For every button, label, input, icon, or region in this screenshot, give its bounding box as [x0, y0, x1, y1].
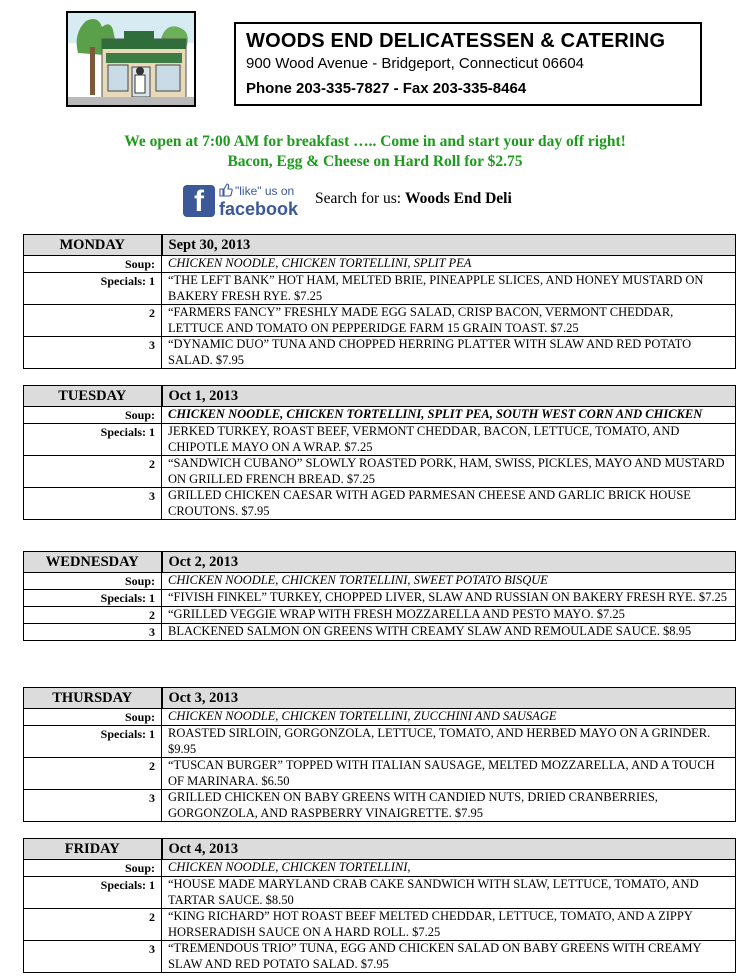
soup-label: Soup: [24, 860, 162, 877]
special-row [24, 488, 736, 520]
special-text: “FARMERS FANCY” FRESHLY MADE EGG SALAD, CRISP BACON, VERMONT CHEDDAR, LETTUCE AND TOMATO ON PEPPERIDGE FARM 15 GRAIN TOAST. $7.25 [162, 305, 736, 337]
special-row [24, 909, 736, 941]
special-row [24, 424, 736, 456]
soup-text: CHICKEN NOODLE, CHICKEN TORTELLINI, SPLIT PEA [162, 256, 736, 273]
day-name: THURSDAY [24, 688, 162, 709]
day-header-row [24, 552, 736, 573]
special-number: 2 [24, 305, 162, 337]
soup-text: CHICKEN NOODLE, CHICKEN TORTELLINI, SWEET POTATO BISQUE [162, 573, 736, 590]
special-number: 3 [24, 941, 162, 973]
search-label: Search for us: [315, 190, 402, 207]
soup-label: Soup: [24, 709, 162, 726]
menu-table-monday [23, 234, 736, 369]
menu-table-thursday [23, 687, 736, 822]
business-name: WOODS END DELICATESSEN & CATERING [246, 30, 666, 52]
special-number: 3 [24, 488, 162, 520]
soup-row [24, 573, 736, 590]
special-text: “THE LEFT BANK” HOT HAM, MELTED BRIE, PINEAPPLE SLICES, AND HONEY MUSTARD ON BAKERY FRESH RYE. $7.25 [162, 273, 736, 305]
search-note [315, 190, 512, 208]
special-number: Specials: 1 [24, 877, 162, 909]
special-text: “DYNAMIC DUO” TUNA AND CHOPPED HERRING PLATTER WITH SLAW AND RED POTATO SALAD. $7.95 [162, 337, 736, 369]
search-name: Woods End Deli [404, 190, 512, 207]
day-date: Oct 4, 2013 [162, 839, 736, 860]
promo-line-2: Bacon, Egg & Cheese on Hard Roll for $2.75 [227, 153, 523, 170]
special-number: 3 [24, 337, 162, 369]
day-header-row [24, 839, 736, 860]
special-number: Specials: 1 [24, 273, 162, 305]
special-row [24, 758, 736, 790]
special-number: Specials: 1 [24, 726, 162, 758]
special-text: ROASTED SIRLOIN, GORGONZOLA, LETTUCE, TOMATO, AND HERBED MAYO ON A GRINDER. $9.95 [162, 726, 736, 758]
soup-row [24, 256, 736, 273]
menu-table-tuesday [23, 385, 736, 520]
special-row [24, 456, 736, 488]
promo-line-1: We open at 7:00 AM for breakfast ….. Come in and start your day off right! [124, 133, 626, 150]
header-box [234, 22, 702, 106]
business-address: 900 Wood Avenue - Bridgeport, Connecticut 06604 [246, 55, 585, 72]
facebook-like-text: "like" us on [235, 184, 295, 198]
special-number: 3 [24, 790, 162, 822]
special-row [24, 877, 736, 909]
special-number: Specials: 1 [24, 590, 162, 607]
special-number: 2 [24, 456, 162, 488]
special-text: “FIVISH FINKEL” TURKEY, CHOPPED LIVER, SLAW AND RUSSIAN ON BAKERY FRESH RYE. $7.25 [162, 590, 736, 607]
business-phone: Phone 203-335-7827 - Fax 203-335-8464 [246, 80, 527, 97]
facebook-icon: f [183, 185, 215, 217]
special-row [24, 607, 736, 624]
storefront-illustration [68, 13, 194, 105]
soup-text: CHICKEN NOODLE, CHICKEN TORTELLINI, [162, 860, 736, 877]
special-text: “KING RICHARD” HOT ROAST BEEF MELTED CHEDDAR, LETTUCE, TOMATO, AND A ZIPPY HORSERADISH SAUCE ON A HARD ROLL. $7.25 [162, 909, 736, 941]
special-text: GRILLED CHICKEN CAESAR WITH AGED PARMESAN CHEESE AND GARLIC BRICK HOUSE CROUTONS. $7.95 [162, 488, 736, 520]
day-header-row [24, 235, 736, 256]
special-text: JERKED TURKEY, ROAST BEEF, VERMONT CHEDDAR, BACON, LETTUCE, TOMATO, AND CHIPOTLE MAYO ON A WRAP. $7.25 [162, 424, 736, 456]
special-row [24, 305, 736, 337]
day-date: Oct 2, 2013 [162, 552, 736, 573]
special-text: BLACKENED SALMON ON GREENS WITH CREAMY SLAW AND REMOULADE SAUCE. $8.95 [162, 624, 736, 641]
special-row [24, 273, 736, 305]
special-number: 2 [24, 909, 162, 941]
day-date: Oct 3, 2013 [162, 688, 736, 709]
day-name: TUESDAY [24, 386, 162, 407]
soup-label: Soup: [24, 256, 162, 273]
special-text: “TUSCAN BURGER” TOPPED WITH ITALIAN SAUSAGE, MELTED MOZZARELLA, AND A TOUCH OF MARINARA. $6.50 [162, 758, 736, 790]
special-text: “SANDWICH CUBANO” SLOWLY ROASTED PORK, HAM, SWISS, PICKLES, MAYO AND MUSTARD ON GRILLED FRENCH BREAD. $7.25 [162, 456, 736, 488]
soup-text: CHICKEN NOODLE, CHICKEN TORTELLINI, ZUCCHINI AND SAUSAGE [162, 709, 736, 726]
soup-label: Soup: [24, 407, 162, 424]
special-text: “TREMENDOUS TRIO” TUNA, EGG AND CHICKEN SALAD ON BABY GREENS WITH CREAMY SLAW AND RED POTATO SALAD. $7.95 [162, 941, 736, 973]
special-row [24, 590, 736, 607]
storefront-logo [66, 11, 196, 107]
soup-row [24, 407, 736, 424]
day-name: FRIDAY [24, 839, 162, 860]
special-text: “GRILLED VEGGIE WRAP WITH FRESH MOZZARELLA AND PESTO MAYO. $7.25 [162, 607, 736, 624]
special-row [24, 624, 736, 641]
menu-table-wednesday [23, 551, 736, 641]
special-row [24, 726, 736, 758]
day-date: Sept 30, 2013 [162, 235, 736, 256]
soup-label: Soup: [24, 573, 162, 590]
day-header-row [24, 688, 736, 709]
soup-row [24, 860, 736, 877]
special-number: 2 [24, 758, 162, 790]
special-row [24, 790, 736, 822]
day-date: Oct 1, 2013 [162, 386, 736, 407]
day-header-row [24, 386, 736, 407]
special-number: 3 [24, 624, 162, 641]
special-text: GRILLED CHICKEN ON BABY GREENS WITH CANDIED NUTS, DRIED CRANBERRIES, GORGONZOLA, AND RASPBERRY VINAIGRETTE. $7.95 [162, 790, 736, 822]
special-number: 2 [24, 607, 162, 624]
thumbs-up-icon [219, 183, 233, 197]
menu-table-friday [23, 838, 736, 973]
special-row [24, 941, 736, 973]
soup-row [24, 709, 736, 726]
facebook-wordmark: facebook [219, 199, 299, 219]
special-text: “HOUSE MADE MARYLAND CRAB CAKE SANDWICH WITH SLAW, LETTUCE, TOMATO, AND TARTAR SAUCE. $8.50 [162, 877, 736, 909]
soup-text: CHICKEN NOODLE, CHICKEN TORTELLINI, SPLIT PEA, SOUTH WEST CORN AND CHICKEN [162, 407, 736, 424]
day-name: WEDNESDAY [24, 552, 162, 573]
special-row [24, 337, 736, 369]
day-name: MONDAY [24, 235, 162, 256]
special-number: Specials: 1 [24, 424, 162, 456]
